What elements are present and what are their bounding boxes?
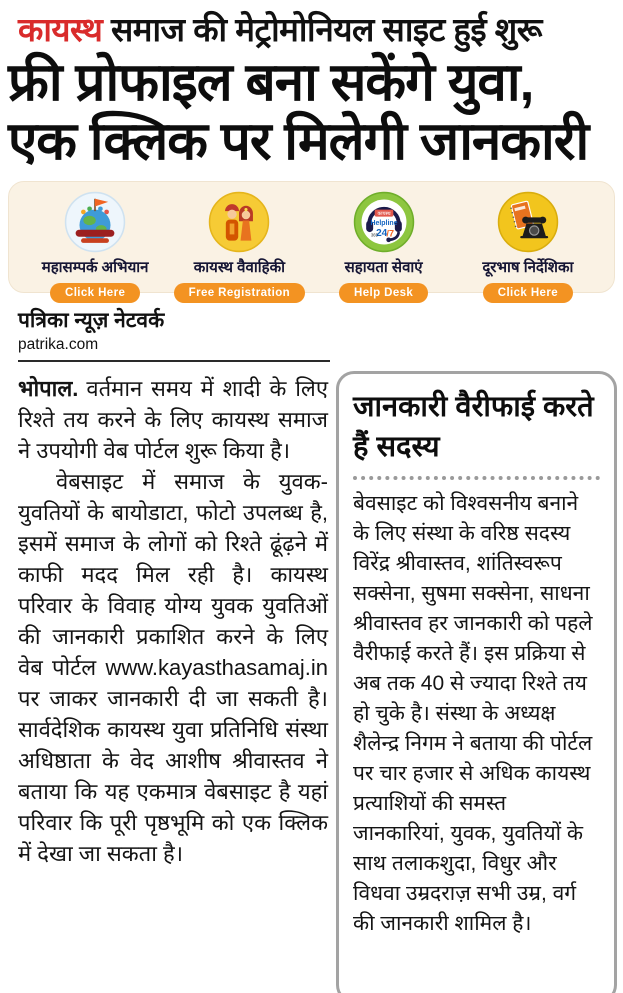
click-here-button-2: Click Here (483, 283, 573, 303)
helpline-7-text: /7 (385, 228, 394, 239)
helpline-text: Helpline (370, 219, 398, 227)
help-desk-button: Help Desk (339, 283, 428, 303)
dateline: भोपाल. (18, 375, 79, 401)
news-network-name: पत्रिका न्यूज़ नेटवर्क (18, 308, 165, 332)
kicker-headline (0, 0, 623, 52)
helpline-24-text: 24 (375, 227, 387, 239)
website-name: patrika.com (18, 335, 99, 353)
article-body (0, 371, 334, 869)
side-box-title: जानकारी वैरीफाई करते हैं सदस्य (353, 390, 594, 463)
headline-line-2: एक क्लिक पर मिलेगी जानकारी (8, 112, 589, 172)
main-headline (0, 52, 623, 172)
article-paragraph-1 (18, 373, 328, 466)
helpline-headset-icon (353, 191, 415, 253)
banner-item-sahayata (312, 191, 456, 303)
banner-label-sahayata: सहायता सेवाएं (344, 258, 423, 276)
helpline-365-text: 365 (370, 232, 378, 238)
side-box-body: बेवसाइट को विश्वसनीय बनाने के लिए संस्था के वरिष्ठ सदस्य विरेंद्र श्रीवास्तव, शांतिस्वरूप सक्सेना, सुषमा सक्सेना, साधना श्रीवास्तव हर जानकारी को पहले वैरीफाई करते हैं। इस प्रक्रिया से अब तक 40 से ज्यादा रिश्ते तय हो चुके है। संस्था के अध्यक्ष शैलेन्द्र निगम ने बताया की पोर्टल पर चार हजार से अधिक कायस्थ प्रत्याशियों की समस्त जानकारियां, युवक, युवतियों के साथ तलाकशुदा, विधुर और विधवा उम्रदराज़ सभी उम्र, वर्ग की जानकारी शामिल है। (353, 491, 593, 935)
helpline-kayasth-text: कायस्थ (377, 210, 391, 217)
telephone-directory-icon (497, 191, 559, 253)
banner-label-vaivahiki: कायस्थ वैवाहिकी (193, 258, 285, 276)
banner-item-mahasampark (23, 191, 167, 303)
banner-item-vaivahiki (167, 191, 311, 303)
bride-groom-icon (208, 191, 270, 253)
article-paragraph-2: वेबसाइट में समाज के युवक-युवतियों के बायोडाटा, फोटो उपलब्ध है, इसमें समाज के लोगों को रिश्ते ढूंढ़ने में काफी मदद मिल रही है। कायस्थ परिवार के विवाह योग्य युवक युवतिओं की जानकारी प्रकाशित करने के लिए वेब पोर्टल www.kayasthasamaj.in पर जाकर जानकारी दी जा सकती है। सार्वदेशिक कायस्थ युवा प्रतिनिधि संस्था अधिष्ठाता के वेद आशीष श्रीवास्तव ने बताया कि यह एकमात्र वेबसाइट है यहां परिवार कि पूरी पृष्ठभूमि को एक क्लिक में देखा जा सकता है। (18, 468, 328, 866)
free-registration-button: Free Registration (174, 283, 305, 303)
article-paragraph-1-text: वर्तमान समय में शादी के लिए रिश्ते तय करने के लिए कायस्थ समाज ने उपयोगी वेब पोर्टल शुरू किया है। (18, 375, 328, 463)
promo-banner (8, 181, 615, 299)
byline-block (18, 306, 330, 362)
kicker-rest: समाज की मेट्रोमोनियल साइट हुई शुरू (102, 11, 542, 48)
headline-line-1: फ्री प्रोफाइल बना सकेंगे युवा, (8, 52, 534, 112)
kicker-highlight: कायस्थ (18, 11, 103, 48)
globe-flags-icon (64, 191, 126, 253)
banner-label-directory: दूरभाष निर्देशिका (482, 258, 574, 276)
verification-side-box (336, 371, 617, 993)
banner-label-mahasampark: महासम्पर्क अभियान (41, 258, 149, 276)
article-columns (0, 371, 623, 993)
click-here-button-1: Click Here (50, 283, 140, 303)
dotted-divider (353, 476, 600, 480)
banner-item-directory (456, 191, 600, 303)
